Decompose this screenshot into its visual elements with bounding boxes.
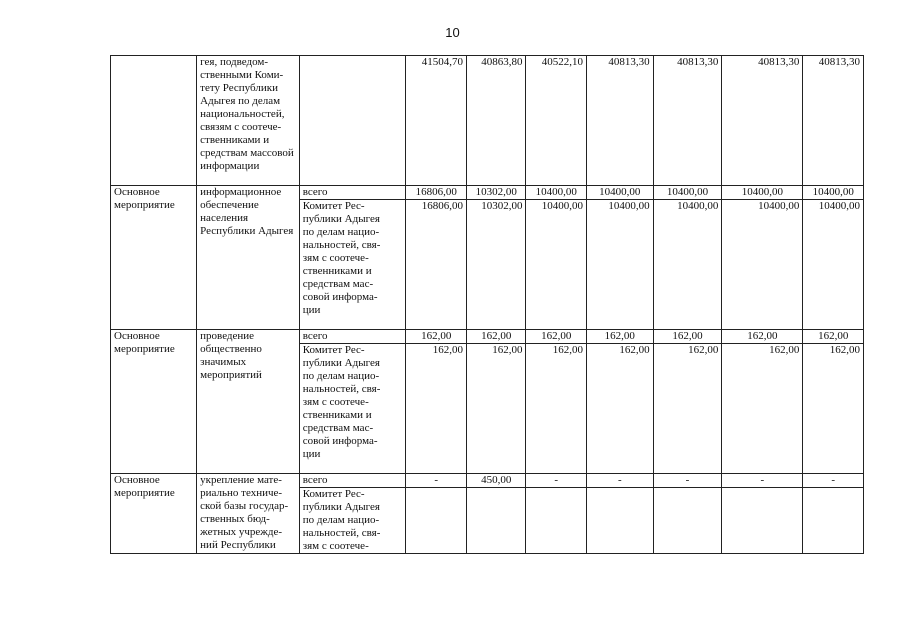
table-row <box>111 474 864 488</box>
page-number: 10 <box>445 25 460 40</box>
total-value: 10400,00 <box>526 186 587 200</box>
table-row <box>111 186 864 200</box>
value-cell: 162,00 <box>653 344 722 474</box>
type-cell: Основное мероприятие <box>111 330 197 474</box>
type-cell: Основное мероприятие <box>111 186 197 330</box>
total-value: 162,00 <box>722 330 803 344</box>
table-row <box>111 56 864 186</box>
total-value: 16806,00 <box>406 186 467 200</box>
total-value: 162,00 <box>653 330 722 344</box>
executor-cell <box>299 56 406 186</box>
name-cell: гея, подведом- ственными Коми- тету Республики Адыгея по делам национальностей, связям с соотече- ственниками и средствам массовой информации <box>197 56 300 186</box>
value-cell: 10400,00 <box>586 200 653 330</box>
total-value: 450,00 <box>466 474 526 488</box>
value-cell <box>526 488 587 554</box>
total-value: - <box>586 474 653 488</box>
total-value: - <box>526 474 587 488</box>
executor-cell: Комитет Рес- публики Адыгея по делам нацио- нальностей, свя- зям с соотече- <box>299 488 406 554</box>
value-cell <box>803 488 864 554</box>
total-value: 10400,00 <box>653 186 722 200</box>
value-cell: 16806,00 <box>406 200 467 330</box>
total-value: 10400,00 <box>803 186 864 200</box>
value-cell: 40863,80 <box>466 56 526 186</box>
value-cell <box>466 488 526 554</box>
total-value: 162,00 <box>406 330 467 344</box>
executor-cell: Комитет Рес- публики Адыгея по делам нацио- нальностей, свя- зям с соотече- ственниками и средствам мас- совой информа- ции <box>299 200 406 330</box>
value-cell: 10400,00 <box>803 200 864 330</box>
program-table <box>110 55 864 554</box>
name-cell: укрепление мате- риально техниче- ской базы государ- ственных бюд- жетных учрежде- ний Республики <box>197 474 300 554</box>
total-value: 10302,00 <box>466 186 526 200</box>
value-cell: 162,00 <box>526 344 587 474</box>
value-cell <box>653 488 722 554</box>
total-value: - <box>722 474 803 488</box>
type-cell: Основное мероприятие <box>111 474 197 554</box>
total-value: 10400,00 <box>586 186 653 200</box>
value-cell: 162,00 <box>406 344 467 474</box>
total-value: 162,00 <box>466 330 526 344</box>
total-value: - <box>653 474 722 488</box>
table-row <box>111 330 864 344</box>
value-cell: 41504,70 <box>406 56 467 186</box>
value-cell: 162,00 <box>722 344 803 474</box>
value-cell: 40813,30 <box>722 56 803 186</box>
total-value: - <box>406 474 467 488</box>
total-value: 10400,00 <box>722 186 803 200</box>
value-cell: 40813,30 <box>803 56 864 186</box>
value-cell <box>586 488 653 554</box>
executor-cell: Комитет Рес- публики Адыгея по делам нацио- нальностей, свя- зям с соотече- ственниками и средствам мас- совой информа- ции <box>299 344 406 474</box>
value-cell: 162,00 <box>466 344 526 474</box>
value-cell: 162,00 <box>803 344 864 474</box>
name-cell: информационное обеспечение населения Республики Адыгея <box>197 186 300 330</box>
value-cell: 40813,30 <box>653 56 722 186</box>
total-label: всего <box>299 186 406 200</box>
value-cell: 162,00 <box>586 344 653 474</box>
total-value: 162,00 <box>803 330 864 344</box>
value-cell: 10400,00 <box>722 200 803 330</box>
total-value: 162,00 <box>526 330 587 344</box>
value-cell: 10400,00 <box>653 200 722 330</box>
total-value: - <box>803 474 864 488</box>
value-cell: 10400,00 <box>526 200 587 330</box>
value-cell: 10302,00 <box>466 200 526 330</box>
total-label: всего <box>299 474 406 488</box>
total-label: всего <box>299 330 406 344</box>
name-cell: проведение общественно значимых мероприятий <box>197 330 300 474</box>
type-cell <box>111 56 197 186</box>
value-cell: 40813,30 <box>586 56 653 186</box>
value-cell <box>722 488 803 554</box>
value-cell <box>406 488 467 554</box>
total-value: 162,00 <box>586 330 653 344</box>
value-cell: 40522,10 <box>526 56 587 186</box>
